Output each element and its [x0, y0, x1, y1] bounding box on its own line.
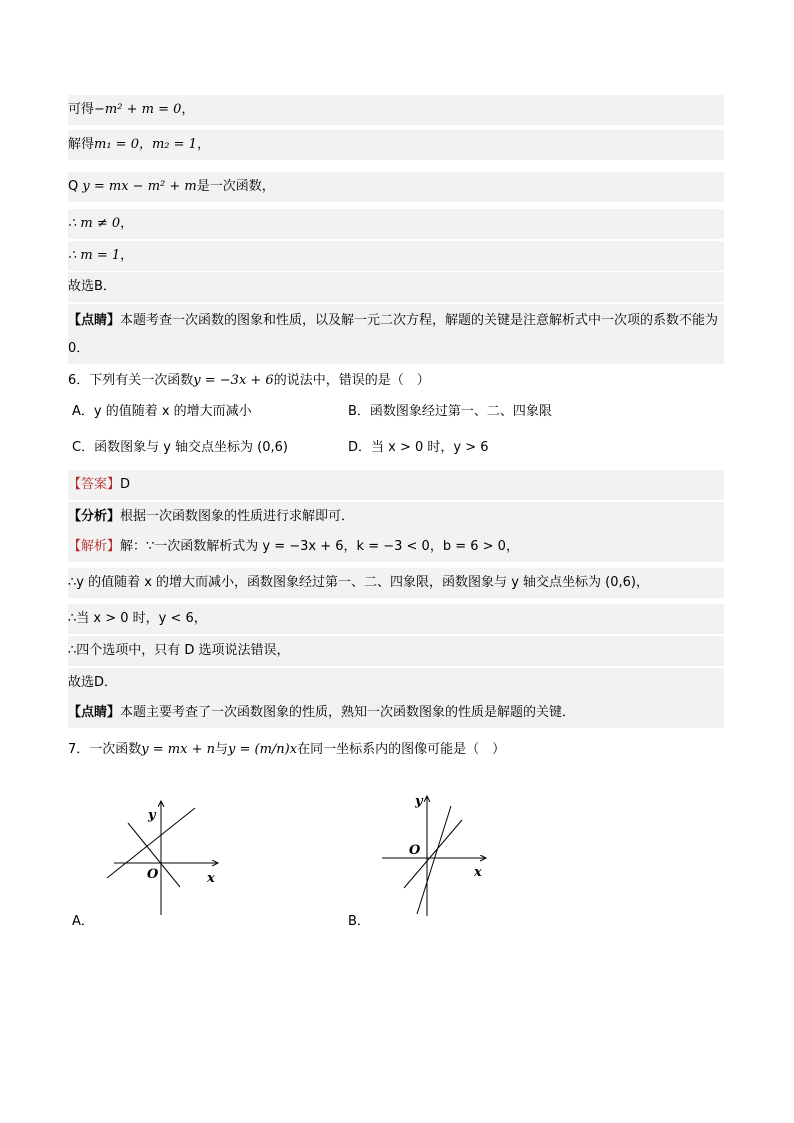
origin-label: O	[409, 843, 421, 858]
origin-label: O	[147, 867, 159, 882]
solution-conclusion: 故选B．	[68, 272, 724, 302]
figure-b	[378, 790, 498, 920]
solution-line-2: 解得m₁ = 0，m₂ = 1，	[68, 130, 724, 160]
q6-solution-line-2: ∴y 的值随着 x 的增大而减小，函数图象经过第一、二、四象限，函数图象与 y 轴交点坐标为 (0,6)，	[68, 568, 724, 598]
line-2	[417, 806, 451, 914]
q6-analysis: 【分析】根据一次函数图象的性质进行求解即可．	[68, 502, 724, 532]
solution-tag: 【解析】	[68, 539, 121, 554]
q6-option-d: D．当 x > 0 时，y > 6	[348, 440, 489, 455]
solution-line-1: 可得−m² + m = 0，	[68, 95, 724, 125]
q6-solution-line-3: ∴当 x > 0 时，y < 6，	[68, 604, 724, 634]
solution-comment: 【点睛】本题考查一次函数的图象和性质，以及解一元二次方程，解题的关键是注意解析式中一次项的系数不能为 0．	[68, 304, 724, 364]
x-axis-label: x	[207, 871, 215, 886]
solution-line-3: Q y = mx − m² + m是一次函数，	[68, 172, 724, 202]
q6-solution-line-1: 【解析】解：∵一次函数解析式为 y = −3x + 6，k = −3 < 0，b = 6 > 0，	[68, 532, 724, 562]
q6-solution-line-5: 故选D．	[68, 668, 724, 698]
figure-b-label: B．	[348, 914, 370, 929]
figure-a-label: A．	[72, 914, 94, 929]
q6-option-a: A．y 的值随着 x 的增大而减小	[72, 404, 252, 419]
q7-stem: 7．一次函数y = mx + n与y = (m/n)x在同一坐标系内的图像可能是（ ）	[68, 742, 506, 757]
q6-option-b: B．函数图象经过第一、二、四象限	[348, 404, 552, 419]
q6-solution-line-4: ∴四个选项中，只有 D 选项说法错误，	[68, 636, 724, 666]
q6-stem: 6．下列有关一次函数y = −3x + 6的说法中，错误的是（ ）	[68, 373, 430, 388]
q6-answer: 【答案】D	[68, 470, 724, 500]
analysis-tag: 【分析】	[68, 509, 121, 524]
x-axis-label: x	[474, 865, 482, 880]
figure-a	[100, 795, 230, 920]
answer-tag: 【答案】	[68, 477, 121, 492]
q6-option-c: C．函数图象与 y 轴交点坐标为 (0,6)	[72, 440, 288, 455]
comment-tag: 【点睛】	[68, 313, 121, 328]
y-axis-label: y	[415, 794, 423, 809]
solution-line-5: ∴ m = 1，	[68, 241, 724, 271]
comment-tag: 【点睛】	[68, 705, 121, 720]
y-axis-label: y	[148, 808, 156, 823]
solution-line-4: ∴ m ≠ 0，	[68, 209, 724, 239]
q6-comment: 【点睛】本题主要考查了一次函数图象的性质，熟知一次函数图象的性质是解题的关键．	[68, 698, 724, 728]
